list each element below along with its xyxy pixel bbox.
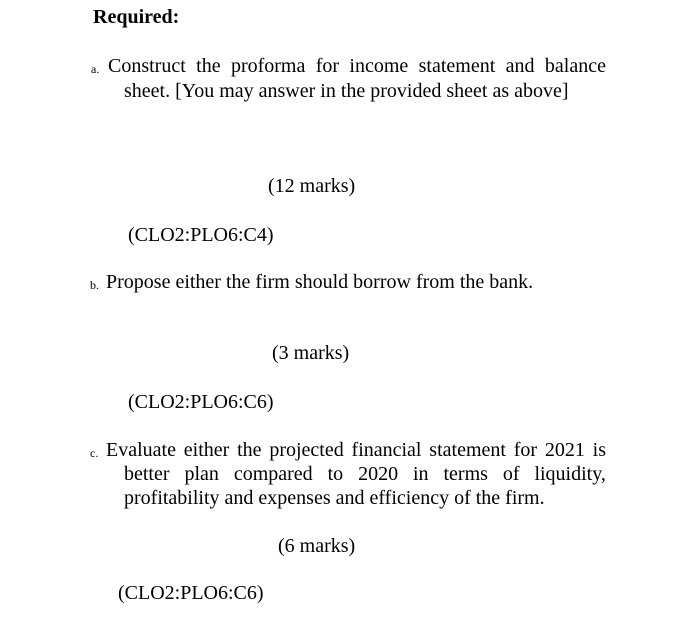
question-c-line-1 [106,438,606,462]
word: proforma [230,55,306,77]
word: and [505,55,535,77]
word: Construct [108,55,186,77]
word: liquidity, [534,463,606,485]
word: statement [429,439,506,461]
word: balance [544,55,606,77]
required-heading: Required: [93,6,180,28]
question-b-marks: (3 marks) [272,342,350,364]
question-b-line-1: Propose either the firm should borrow from the bank. [106,271,534,293]
question-a-marks: (12 marks) [268,175,356,197]
word: Evaluate [106,439,176,461]
question-b-marker: b. [90,278,99,292]
word: 2021 [544,439,585,461]
question-a-line-2: sheet. [You may answer in the provided sheet as above] [124,80,569,102]
word: the [196,55,221,77]
word: of [502,463,520,485]
word: to [327,463,344,485]
word: projected [269,439,344,461]
question-b-clo: (CLO2:PLO6:C6) [128,391,274,413]
word: plan [184,463,219,485]
word: better [124,463,170,485]
question-c-line-2 [124,462,606,486]
question-a-line-1 [108,54,606,78]
question-a-clo: (CLO2:PLO6:C4) [128,224,274,246]
word: either [183,439,230,461]
question-c-marks: (6 marks) [278,535,356,557]
word: the [237,439,262,461]
word: terms [443,463,488,485]
question-c-clo: (CLO2:PLO6:C6) [118,582,264,604]
word: statement [418,55,496,77]
word: 2020 [358,463,399,485]
question-c-marker: c. [90,446,99,460]
word: financial [351,439,422,461]
word: for [513,439,538,461]
question-c-line-3: profitability and expenses and efficiency of the firm. [124,487,545,509]
word: for [315,55,340,77]
word: income [349,55,409,77]
word: is [592,439,606,461]
question-a-marker: a. [91,62,100,76]
word: compared [233,463,313,485]
word: in [413,463,429,485]
